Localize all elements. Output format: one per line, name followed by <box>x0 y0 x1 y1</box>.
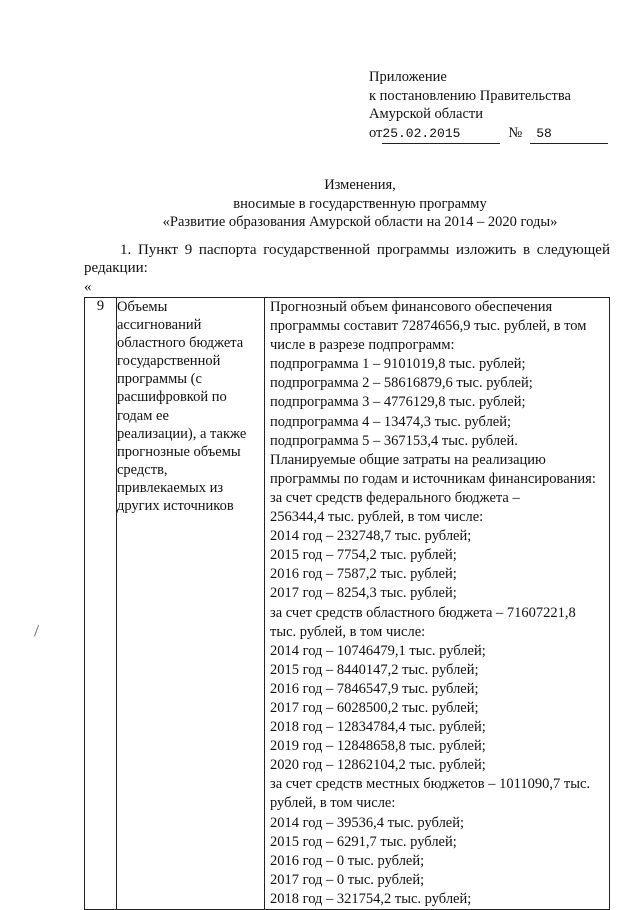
right-line: 2014 год – 39536,4 тыс. рублей; <box>270 814 465 831</box>
right-line: 2017 год – 0 тыс. рублей; <box>270 871 425 888</box>
left-line: расшифровкой по <box>117 389 227 406</box>
left-line: программы (с <box>117 371 202 388</box>
heading-subtitle: вносимые в государственную программу <box>233 195 487 212</box>
left-line: прогнозные объемы <box>117 443 241 460</box>
right-line: 256344,4 тыс. рублей, в том числе: <box>270 509 484 526</box>
right-line: подпрограмма 5 – 367153,4 тыс. рублей. <box>270 432 518 449</box>
right-cell <box>265 298 610 910</box>
right-line: 2015 год – 8440147,2 тыс. рублей; <box>270 661 479 678</box>
left-line: привлекаемых из <box>117 479 224 496</box>
right-line: 2014 год – 10746479,1 тыс. рублей; <box>270 642 486 659</box>
right-line: Прогнозный объем финансового обеспечения <box>270 299 553 315</box>
right-line: программы составит 72874656,9 тыс. рублей, в том <box>270 318 587 335</box>
number-label: № <box>508 124 523 141</box>
resolution-date: 25.02.2015 <box>382 125 500 145</box>
right-line: подпрограмма 2 – 58616879,6 тыс. рублей; <box>270 375 533 392</box>
heading-program-name: «Развитие образования Амурской области на 2014 – 2020 годы» <box>162 214 558 230</box>
right-line: рублей, в том числе: <box>270 795 396 812</box>
right-line: 2019 год – 12848658,8 тыс. рублей; <box>270 738 486 755</box>
margin-pen-mark <box>34 625 41 637</box>
right-line: подпрограмма 1 – 9101019,8 тыс. рублей; <box>270 356 526 373</box>
left-line: государственной <box>117 353 221 370</box>
left-line: Объемы <box>117 299 168 315</box>
appendix-date-line <box>369 124 608 145</box>
document-heading <box>120 176 600 232</box>
left-line: средств, <box>117 461 168 478</box>
left-line: ассигнований <box>117 317 202 334</box>
right-line: 2018 год – 12834784,4 тыс. рублей; <box>270 719 486 736</box>
opening-quote: « <box>84 279 92 295</box>
right-line: за счет средств местных бюджетов – 1011090,7 тыс. <box>270 776 591 793</box>
right-line: 2015 год – 7754,2 тыс. рублей; <box>270 547 457 564</box>
right-line: 2014 год – 232748,7 тыс. рублей; <box>270 528 472 545</box>
right-line: подпрограмма 3 – 4776129,8 тыс. рублей; <box>270 394 526 411</box>
left-cell <box>117 298 265 910</box>
right-line: 2016 год – 7587,2 тыс. рублей; <box>270 566 457 583</box>
right-line: 2015 год – 6291,7 тыс. рублей; <box>270 833 457 850</box>
right-line: 2018 год – 321754,2 тыс. рублей; <box>270 890 472 907</box>
date-prefix: от <box>369 124 383 141</box>
left-line: годам ее <box>117 407 169 424</box>
table-row <box>85 298 610 910</box>
left-line: областного бюджета <box>117 335 244 352</box>
heading-title: Изменения, <box>324 177 396 193</box>
instruction-paragraph: 1. Пункт 9 паспорта государственной программы изложить в следующей редакции: <box>84 242 610 276</box>
left-line: реализации), а также <box>117 425 247 442</box>
right-line: числе в разрезе подпрограмм: <box>270 337 455 354</box>
right-line: программы по годам и источникам финансирования: <box>270 470 596 487</box>
right-line: тыс. рублей, в том числе: <box>270 623 426 640</box>
resolution-number: 58 <box>530 125 608 145</box>
appendix-block <box>369 68 608 144</box>
appendix-region: Амурской области <box>369 106 483 122</box>
right-line: 2016 год – 0 тыс. рублей; <box>270 852 425 869</box>
right-line: за счет средств областного бюджета – 71607221,8 <box>270 604 576 621</box>
right-line: 2017 год – 8254,3 тыс. рублей; <box>270 585 457 602</box>
row-number: 9 <box>85 298 117 910</box>
appendix-resolution: к постановлению Правительства <box>369 87 571 104</box>
right-line: Планируемые общие затраты на реализацию <box>270 451 546 468</box>
right-line: за счет средств федерального бюджета – <box>270 489 520 506</box>
right-line: 2017 год – 6028500,2 тыс. рублей; <box>270 699 479 716</box>
left-line: других источников <box>117 498 234 515</box>
appendix-title: Приложение <box>369 69 447 85</box>
right-line: 2020 год – 12862104,2 тыс. рублей; <box>270 757 486 774</box>
right-line: подпрограмма 4 – 13474,3 тыс. рублей; <box>270 413 512 430</box>
passport-table <box>84 297 610 910</box>
right-line: 2016 год – 7846547,9 тыс. рублей; <box>270 680 479 697</box>
